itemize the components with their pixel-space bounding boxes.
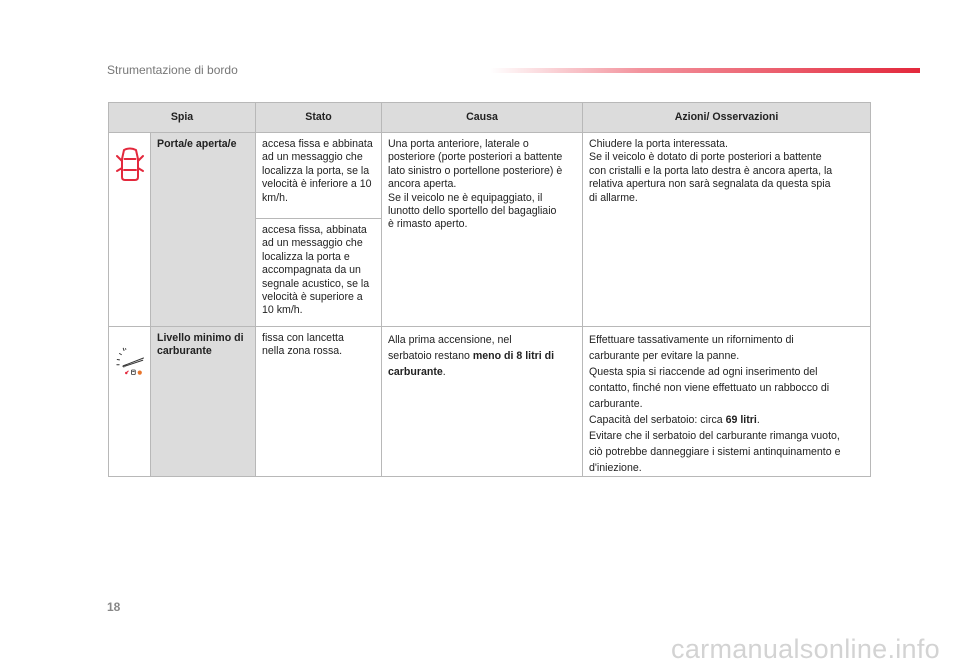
column-header-azioni: Azioni/ Osservazioni — [583, 103, 871, 133]
table-row — [109, 133, 871, 219]
azioni-fuel-low — [583, 327, 871, 477]
fuel-gauge-icon — [115, 340, 145, 382]
azioni-line: d'iniezione. — [589, 462, 642, 474]
capacity-label: Capacità del serbatoio: circa — [589, 414, 726, 426]
causa-door-open — [382, 133, 583, 327]
azioni-line: carburante per evitare la panne. — [589, 350, 740, 362]
stato-line: fissa con lancetta — [262, 332, 344, 344]
azioni-line: contatto, finché non viene effettuato un rabbocco di — [589, 382, 830, 394]
azioni-line: Se il veicolo è dotato di porte posteriori a battente — [589, 151, 822, 164]
azioni-door-open — [583, 133, 871, 327]
stato-fuel-low — [256, 327, 382, 477]
column-header-stato: Stato — [256, 103, 382, 133]
stato-door-open-low-speed: accesa fissa e abbinata ad un messaggio che localizza la porta, se la velocità è inferiore a 10 km/h. — [256, 133, 382, 219]
causa-line: ancora aperta. — [388, 178, 457, 191]
icon-cell — [109, 133, 151, 327]
azioni-line: con cristalli e la porta lato destra è ancora aperta, la — [589, 164, 833, 177]
capacity-end: . — [756, 414, 760, 426]
causa-line: è rimasto aperto. — [388, 218, 468, 231]
causa-line: Una porta anteriore, laterale o — [388, 138, 529, 150]
fuel-word: carburante — [388, 366, 443, 378]
causa-fuel-low — [382, 327, 583, 477]
causa-line: lunotto dello sportello del bagagliaio — [388, 205, 557, 218]
stato-door-open-high-speed: accesa fissa, abbinata ad un messaggio che localizza la porta e accompagnata da un segnale acustico, se la velocità è superiore a 10 km/h. — [256, 219, 382, 327]
stato-line: nella zona rossa. — [262, 345, 343, 358]
causa-line — [388, 348, 577, 364]
page-number: 18 — [107, 600, 121, 614]
icon-cell — [109, 327, 151, 477]
azioni-line: di allarme. — [589, 191, 638, 204]
azioni-line: ciò potrebbe danneggiare i sistemi antinquinamento e — [589, 446, 841, 458]
causa-text: serbatoio restano — [388, 350, 473, 362]
spia-line: Livello minimo di — [157, 332, 244, 344]
table-row — [109, 327, 871, 477]
section-title: Strumentazione di bordo — [107, 63, 238, 77]
table-header-row — [109, 103, 871, 133]
watermark: carmanualsonline.info — [671, 634, 940, 664]
capacity-value: 69 litri — [725, 414, 757, 426]
spia-line: carburante — [157, 345, 212, 358]
spia-fuel-low — [151, 327, 256, 477]
azioni-line — [589, 412, 865, 428]
causa-line — [388, 364, 577, 380]
azioni-line: Effettuare tassativamente un rifornimento di — [589, 334, 794, 346]
column-header-causa: Causa — [382, 103, 583, 133]
spia-door-open: Porta/e aperta/e — [151, 133, 256, 327]
car-door-open-icon — [115, 146, 145, 182]
azioni-line: Questa spia si riaccende ad ogni inserimento del — [589, 366, 818, 378]
causa-line: Alla prima accensione, nel — [388, 334, 512, 346]
warning-lights-table — [108, 102, 871, 477]
causa-line: lato sinistro o portellone posteriore) è — [388, 164, 563, 177]
azioni-line: relativa apertura non sarà segnalata da questa spia — [589, 178, 831, 191]
fuel-threshold: meno di 8 litri di — [472, 350, 555, 362]
causa-line: Se il veicolo ne è equipaggiato, il — [388, 191, 543, 204]
causa-text: . — [442, 366, 446, 378]
causa-line: posteriore (porte posteriori a battente — [388, 151, 563, 164]
azioni-line: carburante. — [589, 398, 643, 410]
azioni-line: Chiudere la porta interessata. — [589, 138, 728, 150]
header-rule — [490, 68, 920, 73]
column-header-spia: Spia — [109, 103, 256, 133]
azioni-line: Evitare che il serbatoio del carburante rimanga vuoto, — [589, 430, 840, 442]
